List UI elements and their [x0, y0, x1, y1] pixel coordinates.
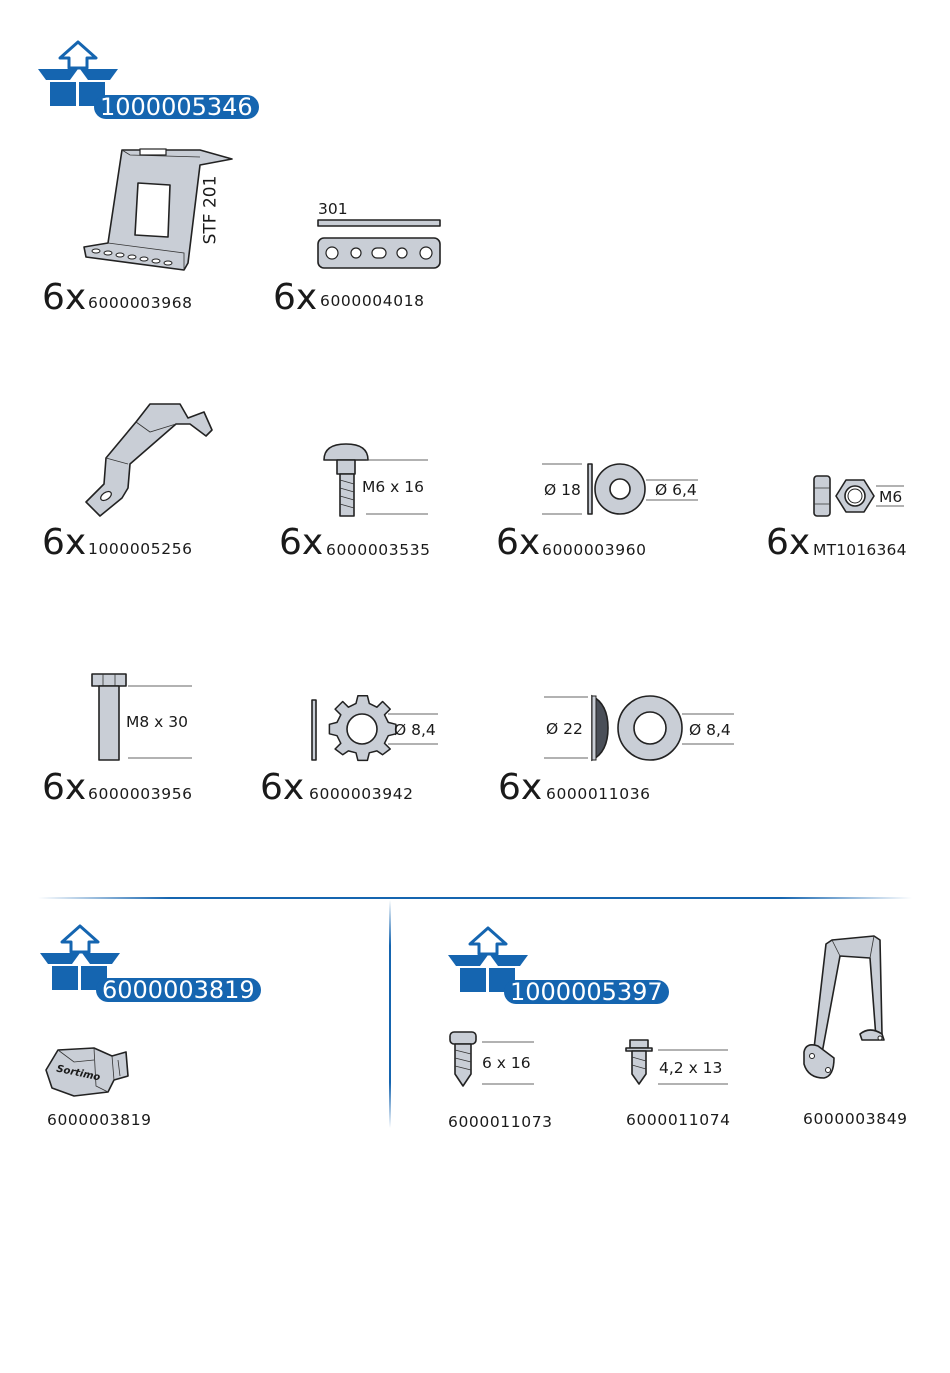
screw-6x16-part-number: 6000011073 — [448, 1113, 553, 1131]
lock-washer-dim: Ø 8,4 — [394, 721, 436, 739]
carriage-bolt-part-number: 6000003535 — [326, 541, 431, 559]
washer-18-qty: 6x — [496, 522, 541, 563]
washer-18-outer-dim: Ø 18 — [544, 481, 581, 499]
kit-header-3 — [448, 928, 678, 1008]
carriage-bolt-dim: M6 x 16 — [362, 478, 424, 496]
perforated-strip-icon — [316, 218, 446, 270]
strip-qty: 6x — [273, 277, 318, 318]
clamp-icon — [80, 402, 220, 522]
washer-18-part-number: 6000003960 — [542, 541, 647, 559]
clamp-qty: 6x — [42, 522, 87, 563]
hex-bolt-dim: M8 x 30 — [126, 713, 188, 731]
screw-42x13-part-number: 6000011074 — [626, 1111, 731, 1129]
kit-header-2 — [40, 926, 270, 1006]
lock-washer-part-number: 6000003942 — [309, 785, 414, 803]
strip-length-label: 301 — [318, 200, 348, 218]
bracket-stf-qty: 6x — [42, 277, 87, 318]
hex-bolt-qty: 6x — [42, 767, 87, 808]
hex-bolt-part-number: 6000003956 — [88, 785, 193, 803]
washer-22-qty: 6x — [498, 767, 543, 808]
cap-part-number: 6000003819 — [47, 1111, 152, 1129]
kit-header-1 — [38, 42, 268, 122]
kit-id-badge: 6000003819 — [96, 978, 261, 1002]
carriage-bolt-qty: 6x — [279, 522, 324, 563]
screw-6x16-dim: 6 x 16 — [482, 1054, 531, 1072]
hex-nut-m6-qty: 6x — [766, 522, 811, 563]
washer-22-part-number: 6000011036 — [546, 785, 651, 803]
clamp-part-number: 1000005256 — [88, 540, 193, 558]
kit-id-badge: 1000005346 — [94, 95, 259, 119]
section-divider-horizontal — [38, 897, 912, 899]
hex-nut-m6-part-number: MT1016364 — [813, 541, 907, 559]
washer-18-inner-dim: Ø 6,4 — [655, 481, 697, 499]
hanger-icon — [800, 934, 890, 1084]
bracket-stf-label: STF 201 — [200, 175, 221, 245]
lock-washer-qty: 6x — [260, 767, 305, 808]
bracket-stf-part-number: 6000003968 — [88, 294, 193, 312]
section-divider-vertical — [389, 900, 391, 1128]
strip-part-number: 6000004018 — [320, 292, 425, 310]
kit-id-badge: 1000005397 — [504, 980, 669, 1004]
hanger-part-number: 6000003849 — [803, 1110, 908, 1128]
cap-logo: Sortimo — [55, 1063, 102, 1084]
hex-nut-m6-dim: M6 — [879, 488, 903, 506]
screw-42x13-dim: 4,2 x 13 — [659, 1059, 723, 1077]
washer-22-inner-dim: Ø 8,4 — [689, 721, 731, 739]
washer-22-outer-dim: Ø 22 — [546, 720, 583, 738]
